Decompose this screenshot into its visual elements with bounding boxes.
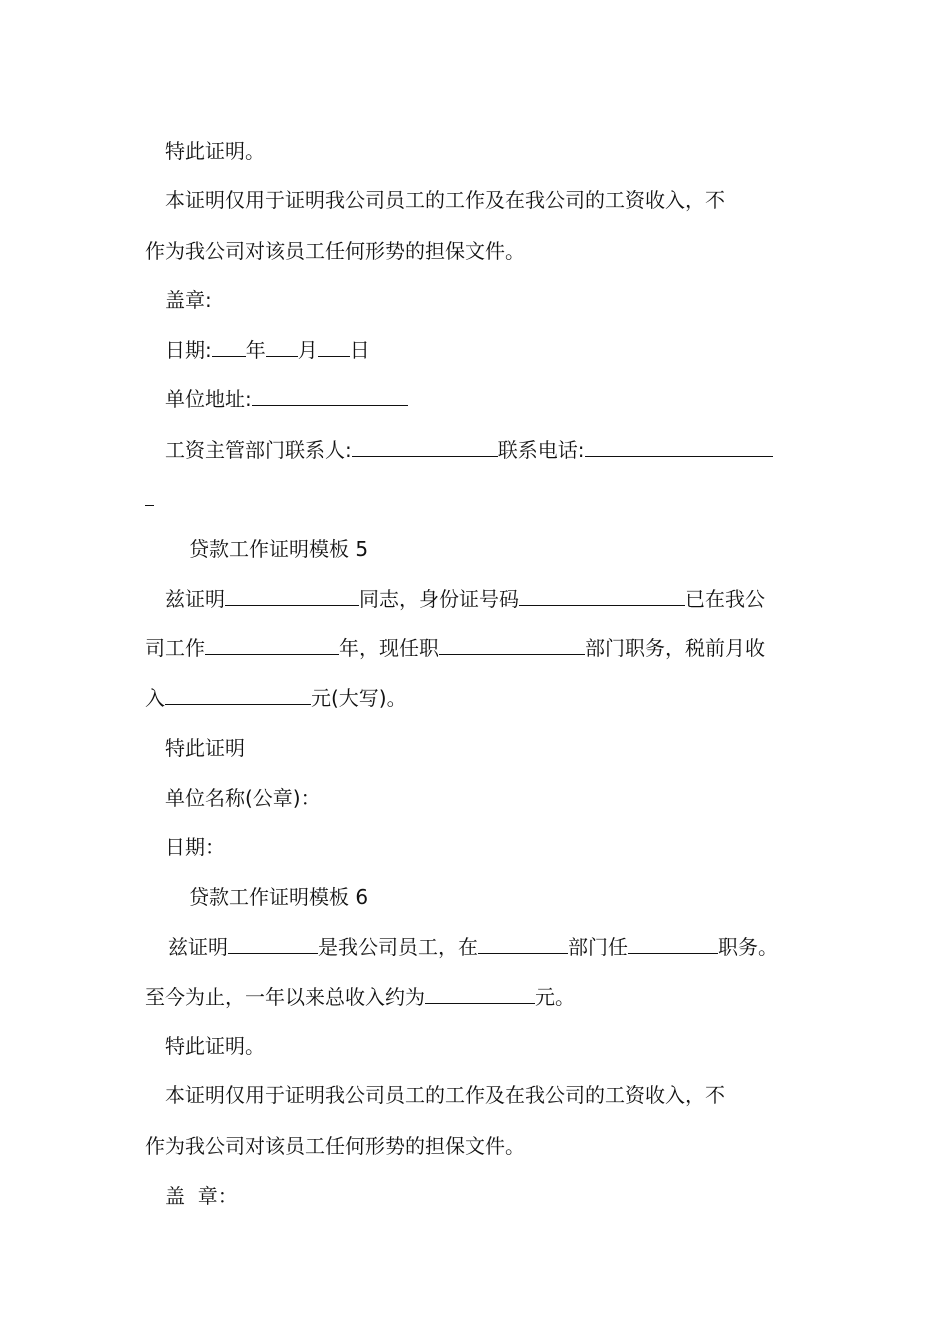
blank-field bbox=[425, 985, 535, 1004]
contact-line: 工资主管部门联系人: 联系电话: bbox=[165, 437, 773, 463]
blank-field bbox=[478, 935, 568, 954]
text-line: 本证明仅用于证明我公司员工的工作及在我公司的工资收入，不 bbox=[165, 1083, 725, 1107]
blank-field bbox=[225, 587, 359, 606]
blank-field bbox=[628, 935, 718, 954]
text-line: 特此证明。 bbox=[165, 1034, 265, 1058]
text-line: 兹证明 同志，身份证号码 已在我公 bbox=[165, 587, 765, 611]
text-line: 单位名称(公章)： bbox=[165, 786, 321, 810]
text-line: 盖章: bbox=[165, 288, 212, 312]
section-heading: 贷款工作证明模板 6 bbox=[189, 885, 369, 909]
date-line: 日期: 年 月 日 bbox=[165, 338, 370, 362]
blank-field bbox=[205, 636, 339, 655]
blank-field bbox=[318, 338, 350, 357]
text-line: 兹证明 是我公司员工，在 部门任 职务。 bbox=[168, 935, 778, 959]
blank-field bbox=[165, 686, 311, 705]
blank-field bbox=[266, 338, 298, 357]
blank-field bbox=[585, 438, 773, 457]
text-line: 入 元(大写)。 bbox=[145, 686, 407, 710]
blank-field bbox=[212, 338, 246, 357]
contact-line-wrap bbox=[145, 486, 154, 512]
blank-field bbox=[228, 935, 318, 954]
section-heading: 贷款工作证明模板 5 bbox=[189, 537, 369, 561]
text-line: 至今为止，一年以来总收入约为 元。 bbox=[145, 985, 575, 1009]
text-line: 本证明仅用于证明我公司员工的工作及在我公司的工资收入，不 bbox=[165, 188, 725, 212]
blank-field bbox=[252, 387, 408, 406]
text-line: 日期： bbox=[165, 835, 225, 859]
blank-field bbox=[519, 587, 685, 606]
blank-field bbox=[352, 438, 498, 457]
text-line: 作为我公司对该员工任何形势的担保文件。 bbox=[145, 1134, 525, 1158]
text-line: 盖 章： bbox=[165, 1184, 238, 1208]
blank-field bbox=[145, 487, 154, 506]
text-line: 司工作 年，现任职 部门职务，税前月收 bbox=[145, 636, 765, 660]
blank-field bbox=[439, 636, 585, 655]
address-line: 单位地址: bbox=[165, 386, 408, 412]
text-line: 特此证明 bbox=[165, 736, 245, 760]
text-line: 作为我公司对该员工任何形势的担保文件。 bbox=[145, 239, 525, 263]
text-line: 特此证明。 bbox=[165, 139, 265, 163]
